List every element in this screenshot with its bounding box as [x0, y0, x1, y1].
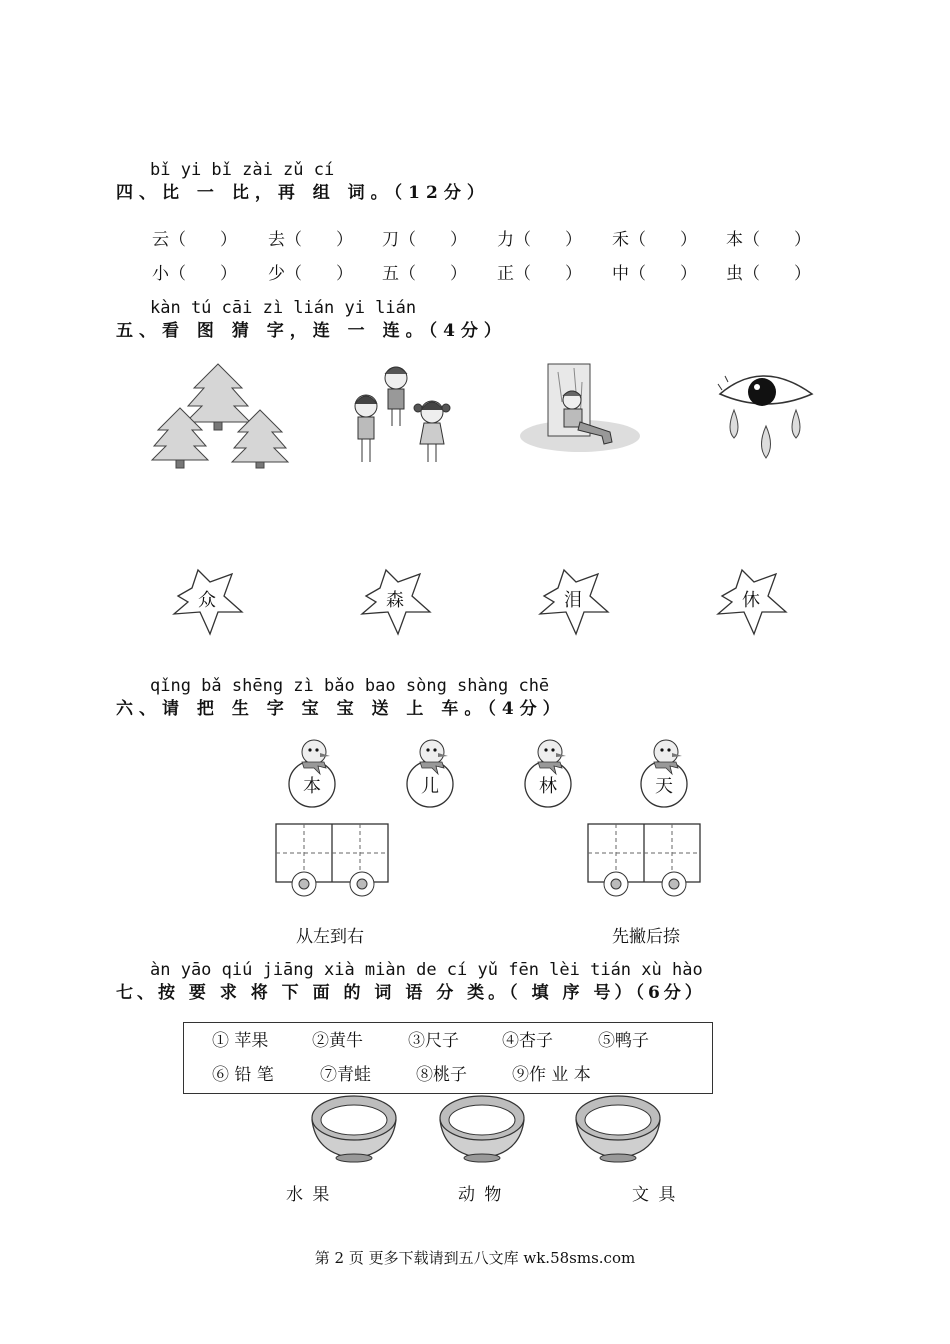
word-cell[interactable]: 五（ ）: [382, 264, 467, 284]
snowman-character[interactable]: [402, 738, 462, 808]
section6-title: 六、请 把 生 字 宝 宝 送 上 车。（4分）: [116, 699, 566, 719]
word-cell[interactable]: 云（ ）: [152, 230, 237, 250]
bowl-animal[interactable]: [436, 1094, 528, 1164]
word-item: ⑧桃子: [416, 1065, 467, 1085]
section4-title: 四、比 一 比，再 组 词。（12分）: [116, 183, 490, 203]
word-cell[interactable]: 本（ ）: [726, 230, 811, 250]
word-item: ⑦青蛙: [320, 1065, 371, 1085]
leaf-character: 众: [198, 590, 216, 611]
leaf-shape[interactable]: [170, 566, 244, 636]
word-item: ④杏子: [502, 1031, 553, 1051]
snowman-label: 天: [655, 776, 673, 797]
section7-title: 七、按 要 求 将 下 面 的 词 语 分 类。（ 填 序 号）（6分）: [116, 983, 706, 1003]
leaf-character: 森: [386, 590, 404, 611]
word-cell[interactable]: 少（ ）: [268, 264, 353, 284]
word-cell[interactable]: 去（ ）: [268, 230, 353, 250]
snowman-label: 本: [303, 776, 321, 797]
snowman-character[interactable]: [284, 738, 344, 808]
section5-pinyin: kàn tú cāi zì lián yi lián: [150, 298, 417, 318]
leaf-character: 休: [742, 590, 760, 611]
section7-pinyin: àn yāo qiú jiāng xià miàn de cí yǔ fēn lèi tián xù hào: [150, 960, 703, 980]
word-cell[interactable]: 力（ ）: [497, 230, 582, 250]
section5-title: 五、看 图 猜 字，连 一 连。（4分）: [116, 321, 507, 341]
snowman-character[interactable]: [636, 738, 696, 808]
word-cell[interactable]: 虫（ ）: [726, 264, 811, 284]
writing-cart[interactable]: [274, 822, 392, 898]
word-cell[interactable]: 小（ ）: [152, 264, 237, 284]
trees-picture: [150, 360, 300, 470]
bowl-label: 文 具: [632, 1185, 678, 1205]
word-item: ②黄牛: [312, 1031, 363, 1051]
bowl-label: 水 果: [286, 1185, 332, 1205]
word-item: ⑤鸭子: [598, 1031, 649, 1051]
snowman-character[interactable]: [520, 738, 580, 808]
cart-label: 先撇后捺: [612, 927, 680, 947]
word-cell[interactable]: 中（ ）: [612, 264, 697, 284]
word-cell[interactable]: 刀（ ）: [382, 230, 467, 250]
bowl-fruit[interactable]: [308, 1094, 400, 1164]
resting-picture: [518, 362, 644, 462]
section6-pinyin: qǐng bǎ shēng zì bǎo bao sòng shàng chē: [150, 676, 550, 696]
eye-picture: [716, 368, 816, 464]
leaf-shape[interactable]: [358, 566, 432, 636]
word-item: ③尺子: [408, 1031, 459, 1051]
word-item: ⑨作 业 本: [512, 1065, 591, 1085]
leaf-character: 泪: [564, 590, 582, 611]
word-item: ① 苹果: [212, 1031, 269, 1051]
word-item: ⑥ 铅 笔: [212, 1065, 274, 1085]
leaf-shape[interactable]: [536, 566, 610, 636]
leaf-shape[interactable]: [714, 566, 788, 636]
snowman-label: 儿: [421, 776, 439, 797]
people-picture: [348, 362, 468, 468]
snowman-label: 林: [539, 776, 557, 797]
word-cell[interactable]: 禾（ ）: [612, 230, 697, 250]
writing-cart[interactable]: [586, 822, 704, 898]
bowl-stationery[interactable]: [572, 1094, 664, 1164]
section4-pinyin: bǐ yi bǐ zài zǔ cí: [150, 160, 335, 180]
page-footer: 第 2 页 更多下载请到五八文库 wk.58sms.com: [314, 1249, 636, 1267]
bowl-label: 动 物: [458, 1185, 504, 1205]
cart-label: 从左到右: [296, 927, 364, 947]
word-cell[interactable]: 正（ ）: [497, 264, 582, 284]
